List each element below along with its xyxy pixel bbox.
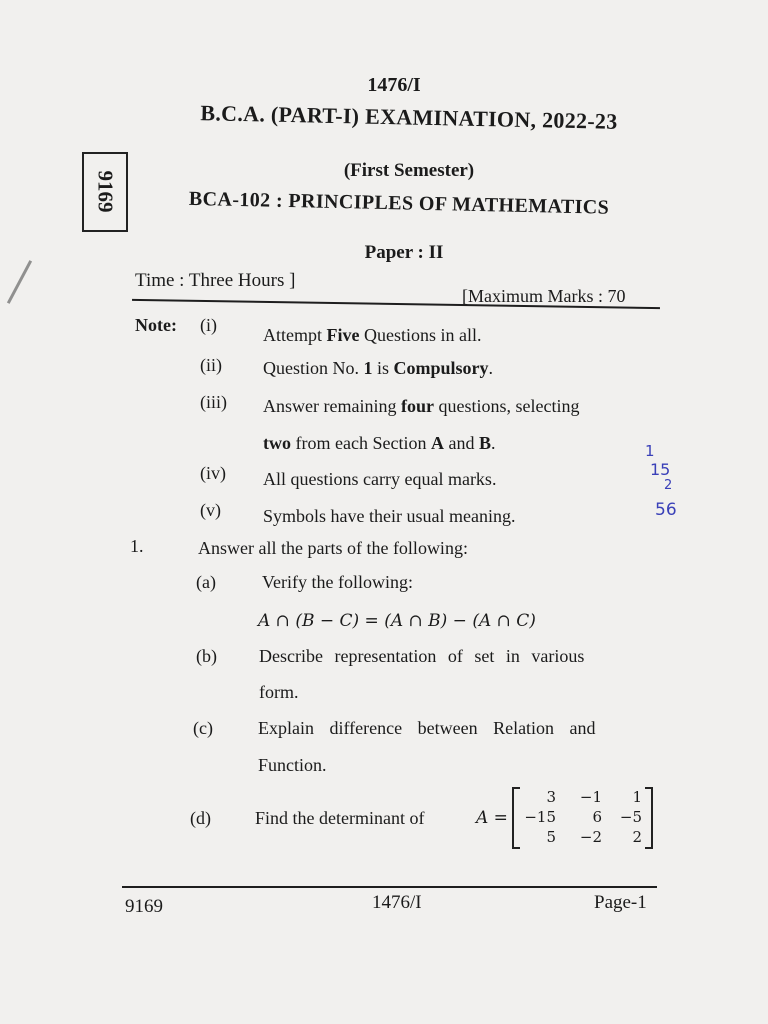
subject-title: BCA-102 : PRINCIPLES OF MATHEMATICS [188, 187, 610, 219]
footer-page-number: Page-1 [594, 892, 647, 913]
max-marks-label: [Maximum Marks : 70 [462, 286, 626, 306]
footer-roll-number: 9169 [125, 896, 163, 917]
note-item-text: Symbols have their usual meaning. [263, 506, 516, 526]
matrix-cell: −1 [579, 788, 602, 806]
footer-rule [122, 886, 657, 888]
matrix-row [514, 828, 651, 848]
matrix-cell: 2 [632, 828, 642, 846]
part-text-line2: Function. [258, 755, 327, 775]
question-number: 1. [130, 536, 144, 556]
handwritten-mark: 56 [655, 500, 677, 520]
matrix-cell: −15 [524, 808, 556, 826]
part-label: (a) [196, 572, 216, 592]
matrix-cell: 3 [546, 788, 556, 806]
matrix-row [514, 788, 651, 808]
paper-number: Paper : II [364, 242, 444, 263]
note-item-text: Attempt Five Questions in all. [263, 325, 482, 345]
note-label: Note: [135, 315, 177, 335]
matrix-cell: 6 [592, 808, 602, 826]
pencil-mark [7, 260, 32, 304]
roll-number-box [82, 152, 128, 232]
handwritten-mark: 1 [645, 442, 655, 460]
part-label: (b) [196, 646, 217, 666]
matrix-row [514, 808, 651, 828]
footer-paper-code: 1476/I [372, 892, 422, 913]
part-text: Find the determinant of [255, 808, 425, 828]
exam-title: B.C.A. (PART-I) EXAMINATION, 2022-23 [200, 100, 618, 134]
note-item-num: (iv) [200, 463, 226, 483]
handwritten-mark: 2 [664, 478, 673, 493]
roll-number: 9169 [93, 170, 118, 213]
matrix-cell: −5 [619, 808, 642, 826]
matrix-lhs: A = [476, 808, 508, 828]
part-label: (d) [190, 808, 211, 828]
matrix-cell: 5 [546, 828, 556, 846]
handwritten-mark: 15 [650, 460, 671, 479]
note-item-text: Question No. 1 is Compulsory. [263, 358, 494, 378]
matrix-a [512, 787, 653, 849]
note-item-text: Answer remaining four questions, selecting [263, 396, 580, 416]
note-item-text: All questions carry equal marks. [263, 469, 497, 489]
note-item-text-line2: two from each Section A and B. [263, 433, 496, 453]
part-text-line2: form. [259, 682, 299, 702]
part-text: Describe representation of set in various [259, 646, 585, 666]
paper-code: 1476/I [367, 74, 421, 96]
question-prompt: Answer all the parts of the following: [198, 538, 468, 558]
note-item-num: (v) [200, 500, 221, 520]
matrix-cell: 1 [632, 788, 642, 806]
note-item-num: (ii) [200, 355, 222, 375]
semester: (First Semester) [343, 160, 475, 181]
note-item-num: (iii) [200, 392, 227, 412]
time-label: Time : Three Hours ] [135, 270, 296, 291]
part-label: (c) [193, 718, 213, 738]
note-item-num: (i) [200, 315, 217, 335]
matrix-cell: −2 [579, 828, 602, 846]
set-formula: A ∩ (B − C) = (A ∩ B) − (A ∩ C) [258, 611, 536, 631]
part-text: Verify the following: [262, 572, 413, 592]
part-text: Explain difference between Relation and [258, 718, 596, 738]
